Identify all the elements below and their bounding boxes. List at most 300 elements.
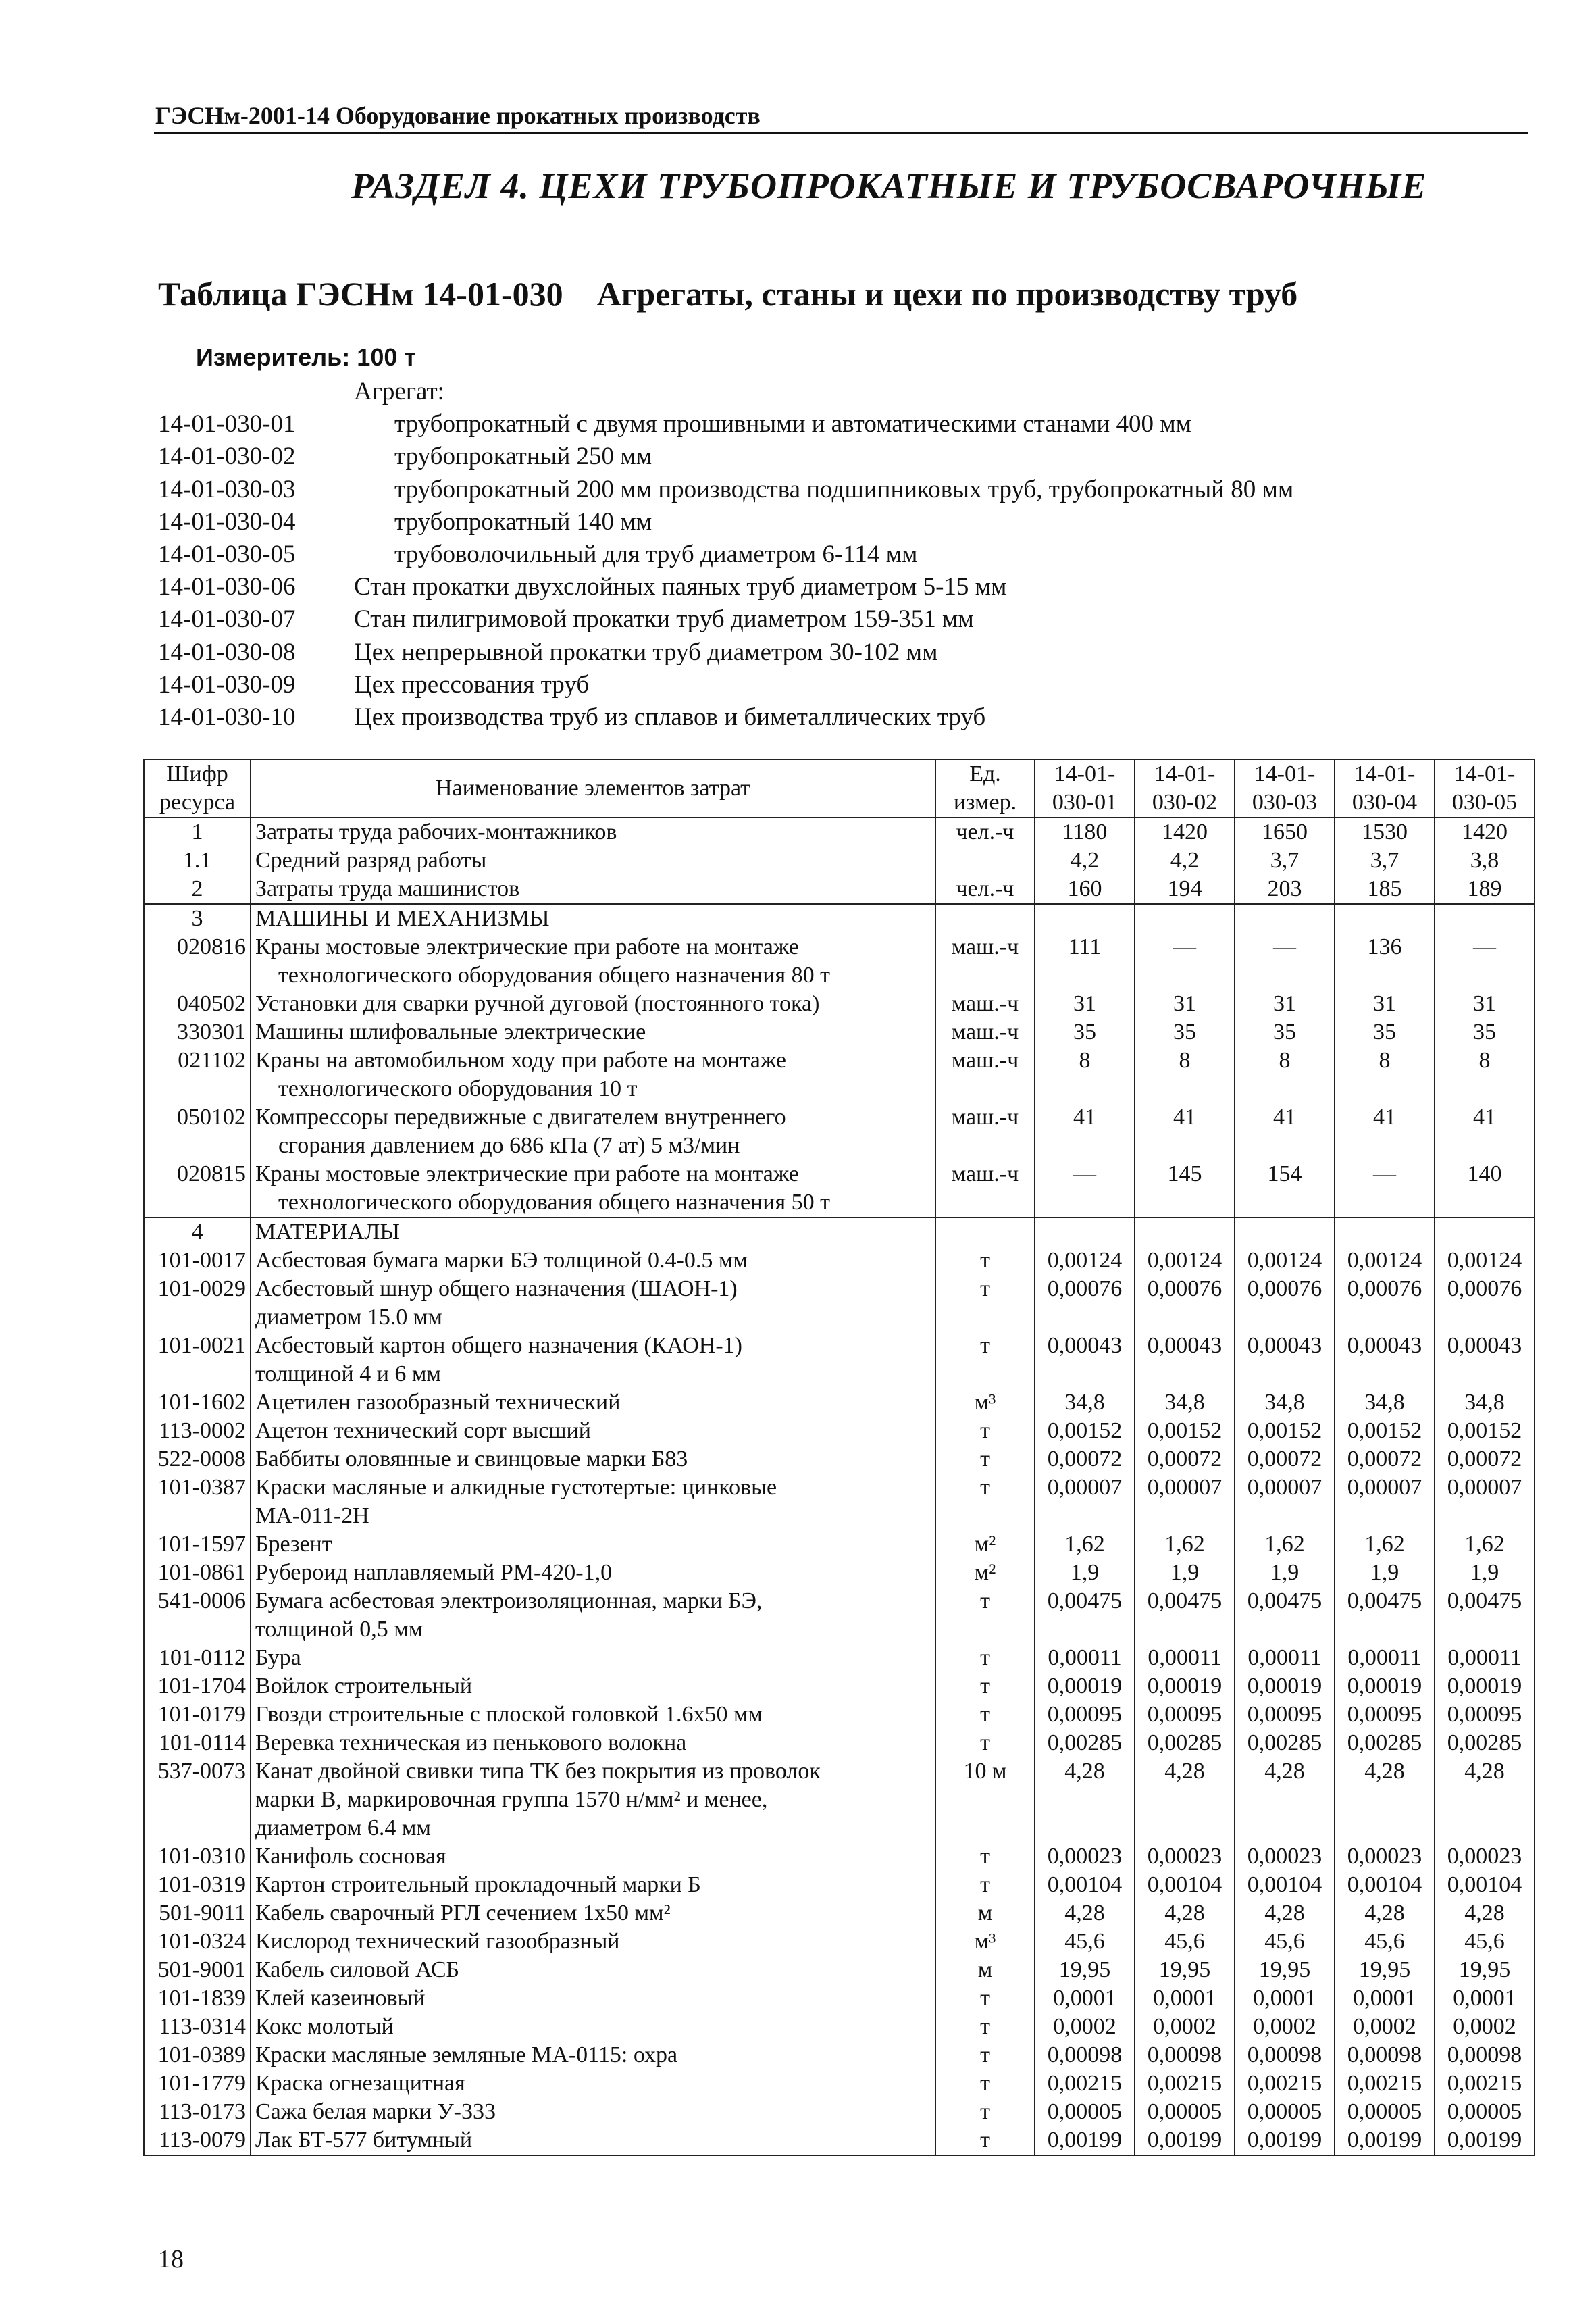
name-line: толщиной 4 и 6 мм <box>255 1361 441 1386</box>
resource-code: 040502 <box>144 990 251 1018</box>
value-cell: 0,00124 <box>1235 1247 1335 1275</box>
name-line: диаметром 6.4 мм <box>255 1815 431 1840</box>
value-cell: 45,6 <box>1235 1928 1335 1956</box>
name-line: Ацетилен газообразный технический <box>255 1390 621 1415</box>
cost-element-name <box>251 1474 935 1530</box>
unit-cell: маш.-ч <box>935 933 1035 990</box>
value-cell: 0,00098 <box>1435 2041 1535 2069</box>
norm-code: 14-01-030-02 <box>158 443 296 471</box>
name-line: Баббиты оловянные и свинцовые марки Б83 <box>255 1447 688 1472</box>
name-line: технологического оборудования общего назначения 80 т <box>278 963 830 988</box>
name-line: технологического оборудования 10 т <box>278 1076 638 1101</box>
empty-cell <box>1035 1217 1135 1247</box>
value-cell: 0,00043 <box>1435 1332 1535 1388</box>
resource-code: 501-9001 <box>144 1956 251 1984</box>
value-cell: 0,00007 <box>1035 1474 1135 1530</box>
table-row <box>144 1018 1535 1047</box>
value-cell: 0,0001 <box>1135 1984 1235 2013</box>
empty-cell <box>1435 904 1535 933</box>
unit-cell: чел.-ч <box>935 818 1035 847</box>
section-title: РАЗДЕЛ 4. ЦЕХИ ТРУБОПРОКАТНЫЕ И ТРУБОСВАРОЧНЫЕ <box>351 166 1427 206</box>
header-unit: Ед. измер. <box>935 759 1035 818</box>
header-col-01: 14-01- 030-01 <box>1035 759 1135 818</box>
name-line: Краски масляные земляные МА-0115: охра <box>255 2042 678 2067</box>
name-line: Затраты труда рабочих-монтажников <box>255 820 617 845</box>
cost-element-name <box>251 2013 935 2041</box>
unit-cell: т <box>935 1871 1035 1899</box>
value-cell: 1,9 <box>1035 1559 1135 1587</box>
empty-cell <box>1135 1217 1235 1247</box>
group-code: 3 <box>144 904 251 933</box>
resource-code: 2 <box>144 875 251 904</box>
name-line: Бумага асбестовая электроизоляционная, марки БЭ, <box>255 1588 763 1613</box>
value-cell: 0,00043 <box>1335 1332 1435 1388</box>
norm-description: Стан прокатки двухслойных паяных труб диаметром 5-15 мм <box>354 573 1007 601</box>
value-cell: 41 <box>1035 1103 1135 1160</box>
name-line: Кокс молотый <box>255 2014 394 2039</box>
value-cell: 0,00005 <box>1235 2098 1335 2126</box>
norm-description: Цех прессования труб <box>354 670 590 699</box>
resource-code: 113-0173 <box>144 2098 251 2126</box>
value-cell: 4,28 <box>1435 1757 1535 1842</box>
value-cell: 0,00124 <box>1035 1247 1135 1275</box>
value-cell: 19,95 <box>1235 1956 1335 1984</box>
norm-description: Цех непрерывной прокатки труб диаметром 30-102 мм <box>354 638 938 666</box>
value-cell: 0,00007 <box>1435 1474 1535 1530</box>
value-cell: 1,62 <box>1135 1530 1235 1559</box>
table-row <box>144 2041 1535 2069</box>
cost-element-name <box>251 1047 935 1103</box>
value-cell: 0,00023 <box>1435 1842 1535 1871</box>
resource-code: 101-0389 <box>144 2041 251 2069</box>
value-cell: 1,62 <box>1235 1530 1335 1559</box>
value-cell: 1650 <box>1235 818 1335 847</box>
table-header <box>144 759 1535 818</box>
resource-code: 501-9011 <box>144 1899 251 1928</box>
cost-element-name <box>251 1757 935 1842</box>
value-cell: 0,00011 <box>1435 1644 1535 1672</box>
norm-code: 14-01-030-07 <box>158 605 296 634</box>
table-row <box>144 2098 1535 2126</box>
name-line: МА-011-2Н <box>255 1503 369 1528</box>
code-list-item <box>158 636 1529 669</box>
value-cell: 0,00076 <box>1035 1275 1135 1332</box>
value-cell: 45,6 <box>1435 1928 1535 1956</box>
cost-element-name <box>251 2098 935 2126</box>
running-head: ГЭСНм-2001-14 Оборудование прокатных производств <box>155 102 761 129</box>
norm-codes-list <box>158 376 1529 734</box>
value-cell: 1530 <box>1335 818 1435 847</box>
value-cell: 8 <box>1335 1047 1435 1103</box>
unit-cell: т <box>935 1275 1035 1332</box>
cost-element-name <box>251 847 935 875</box>
name-line: Ацетон технический сорт высший <box>255 1418 591 1443</box>
norm-description: трубопрокатный с двумя прошивными и автоматическими станами 400 мм <box>394 410 1192 438</box>
table-name: Агрегаты, станы и цехи по производству труб <box>596 275 1298 313</box>
unit-cell: т <box>935 1247 1035 1275</box>
value-cell: 4,2 <box>1035 847 1135 875</box>
value-cell: — <box>1135 933 1235 990</box>
table-row <box>144 990 1535 1018</box>
name-line: Затраты труда машинистов <box>255 876 520 901</box>
unit-cell: м <box>935 1899 1035 1928</box>
value-cell: 0,00011 <box>1335 1644 1435 1672</box>
value-cell: 189 <box>1435 875 1535 904</box>
table-row <box>144 1842 1535 1871</box>
resource-code: 1 <box>144 818 251 847</box>
unit-cell: т <box>935 1984 1035 2013</box>
value-cell: 34,8 <box>1335 1388 1435 1417</box>
value-cell: 3,8 <box>1435 847 1535 875</box>
value-cell: 111 <box>1035 933 1135 990</box>
norm-code: 14-01-030-03 <box>158 475 296 503</box>
resource-code: 020816 <box>144 933 251 990</box>
table-row <box>144 1559 1535 1587</box>
resource-code: 101-1779 <box>144 2069 251 2098</box>
cost-element-name <box>251 1388 935 1417</box>
value-cell: 41 <box>1435 1103 1535 1160</box>
name-line: Кабель сварочный РГЛ сечением 1х50 мм² <box>255 1901 671 1926</box>
header-col-05: 14-01- 030-05 <box>1435 759 1535 818</box>
value-cell: 0,00043 <box>1135 1332 1235 1388</box>
value-cell: 41 <box>1335 1103 1435 1160</box>
name-line: Кислород технический газообразный <box>255 1929 620 1954</box>
value-cell: 8 <box>1135 1047 1235 1103</box>
code-list-item <box>158 571 1529 603</box>
value-cell: 0,00072 <box>1035 1445 1135 1474</box>
value-cell: 0,00007 <box>1135 1474 1235 1530</box>
value-cell: 4,28 <box>1135 1899 1235 1928</box>
cost-element-name <box>251 1729 935 1757</box>
value-cell: 0,00011 <box>1035 1644 1135 1672</box>
cost-element-name <box>251 1984 935 2013</box>
code-list-item <box>158 701 1529 734</box>
empty-cell <box>1135 904 1235 933</box>
value-cell: 0,00152 <box>1235 1417 1335 1445</box>
value-cell: 0,00199 <box>1035 2126 1135 2155</box>
table-row <box>144 1757 1535 1842</box>
value-cell: 31 <box>1335 990 1435 1018</box>
resource-code: 1.1 <box>144 847 251 875</box>
value-cell: 0,00199 <box>1435 2126 1535 2155</box>
value-cell: 0,00005 <box>1035 2098 1135 2126</box>
name-line: Канифоль сосновая <box>255 1844 446 1869</box>
value-cell: 0,00007 <box>1235 1474 1335 1530</box>
resource-code: 101-1704 <box>144 1672 251 1701</box>
cost-element-name <box>251 1530 935 1559</box>
resource-code: 101-1839 <box>144 1984 251 2013</box>
value-cell: 0,0001 <box>1035 1984 1135 2013</box>
resource-code: 020815 <box>144 1160 251 1217</box>
cost-element-name <box>251 1871 935 1899</box>
value-cell: 0,00076 <box>1235 1275 1335 1332</box>
code-list-item <box>158 474 1529 506</box>
name-line: Установки для сварки ручной дуговой (постоянного тока) <box>255 991 820 1016</box>
value-cell: 0,00152 <box>1135 1417 1235 1445</box>
name-line: Лак БТ-577 битумный <box>255 2128 473 2153</box>
norm-description: Агрегат: <box>354 378 444 405</box>
table-row <box>144 875 1535 904</box>
value-cell: 4,28 <box>1235 1899 1335 1928</box>
value-cell: 1,62 <box>1335 1530 1435 1559</box>
norm-code: 14-01-030-08 <box>158 638 296 666</box>
unit-cell: т <box>935 2126 1035 2155</box>
value-cell: 0,00011 <box>1135 1644 1235 1672</box>
value-cell: 31 <box>1435 990 1535 1018</box>
header-col-04: 14-01- 030-04 <box>1335 759 1435 818</box>
cost-element-name <box>251 1332 935 1388</box>
cost-element-name <box>251 875 935 904</box>
value-cell: — <box>1235 933 1335 990</box>
value-cell: 185 <box>1335 875 1435 904</box>
value-cell: 0,00095 <box>1235 1701 1335 1729</box>
value-cell: 1180 <box>1035 818 1135 847</box>
name-line: марки В, маркировочная группа 1570 н/мм² и менее, <box>255 1787 768 1812</box>
table-row <box>144 933 1535 990</box>
value-cell: 31 <box>1135 990 1235 1018</box>
cost-element-name <box>251 2069 935 2098</box>
name-line: Краски масляные и алкидные густотертые: цинковые <box>255 1475 777 1500</box>
value-cell: 0,0002 <box>1235 2013 1335 2041</box>
code-list-item <box>158 376 1529 408</box>
resource-code: 101-0387 <box>144 1474 251 1530</box>
table-row <box>144 1445 1535 1474</box>
value-cell: 0,00215 <box>1035 2069 1135 2098</box>
value-cell: 34,8 <box>1135 1388 1235 1417</box>
norm-code: 14-01-030-05 <box>158 540 296 568</box>
cost-element-name <box>251 1899 935 1928</box>
table-body <box>144 818 1535 2155</box>
value-cell: 8 <box>1435 1047 1535 1103</box>
table-row <box>144 1417 1535 1445</box>
value-cell: 0,00104 <box>1235 1871 1335 1899</box>
value-cell: 0,00098 <box>1235 2041 1335 2069</box>
table-row <box>144 1701 1535 1729</box>
table-row <box>144 1474 1535 1530</box>
table-row <box>144 1160 1535 1217</box>
code-list-item <box>158 441 1529 473</box>
code-list-item <box>158 538 1529 571</box>
name-line: Канат двойной свивки типа ТК без покрытия из проволок <box>255 1759 821 1784</box>
unit-cell: т <box>935 1842 1035 1871</box>
norm-description: трубоволочильный для труб диаметром 6-114 мм <box>394 540 918 568</box>
value-cell: 0,00076 <box>1435 1275 1535 1332</box>
value-cell: 0,00098 <box>1335 2041 1435 2069</box>
value-cell: — <box>1035 1160 1135 1217</box>
table-row <box>144 1871 1535 1899</box>
value-cell: 1,62 <box>1435 1530 1535 1559</box>
cost-element-name <box>251 1559 935 1587</box>
empty-cell <box>935 1217 1035 1247</box>
value-cell: 0,00095 <box>1435 1701 1535 1729</box>
code-list-item <box>158 408 1529 441</box>
measure-unit <box>196 343 416 372</box>
page-number: 18 <box>158 2245 184 2273</box>
norm-description: Стан пилигримовой прокатки труб диаметром 159-351 мм <box>354 605 974 634</box>
value-cell: 0,00072 <box>1435 1445 1535 1474</box>
value-cell: 0,00475 <box>1335 1587 1435 1644</box>
value-cell: 136 <box>1335 933 1435 990</box>
name-line: Асбестовый картон общего назначения (КАОН-1) <box>255 1333 742 1358</box>
value-cell: 1,62 <box>1035 1530 1135 1559</box>
value-cell: 0,00072 <box>1235 1445 1335 1474</box>
value-cell: 145 <box>1135 1160 1235 1217</box>
name-line: Веревка техническая из пенькового волокна <box>255 1730 687 1755</box>
value-cell: 0,00104 <box>1035 1871 1135 1899</box>
cost-element-name <box>251 1587 935 1644</box>
cost-element-name <box>251 1644 935 1672</box>
cost-element-name <box>251 818 935 847</box>
empty-cell <box>935 904 1035 933</box>
empty-cell <box>1435 1217 1535 1247</box>
group-header-row <box>144 1217 1535 1247</box>
resource-code: 101-0179 <box>144 1701 251 1729</box>
group-header-row <box>144 904 1535 933</box>
value-cell: 41 <box>1235 1103 1335 1160</box>
norm-code: 14-01-030-06 <box>158 573 296 601</box>
group-title: МАТЕРИАЛЫ <box>251 1217 935 1247</box>
table-row <box>144 1644 1535 1672</box>
value-cell: 0,00152 <box>1335 1417 1435 1445</box>
value-cell: 35 <box>1035 1018 1135 1047</box>
resource-code: 101-0112 <box>144 1644 251 1672</box>
resource-code: 101-0324 <box>144 1928 251 1956</box>
value-cell: 3,7 <box>1335 847 1435 875</box>
norm-description: трубопрокатный 200 мм производства подшипниковых труб, трубопрокатный 80 мм <box>394 475 1294 503</box>
value-cell: 0,00095 <box>1335 1701 1435 1729</box>
cost-element-name <box>251 1103 935 1160</box>
value-cell: 1,9 <box>1335 1559 1435 1587</box>
value-cell: 160 <box>1035 875 1135 904</box>
value-cell: 4,28 <box>1135 1757 1235 1842</box>
cost-element-name <box>251 933 935 990</box>
cost-element-name <box>251 1956 935 1984</box>
value-cell: 45,6 <box>1035 1928 1135 1956</box>
table-row <box>144 2069 1535 2098</box>
table-row <box>144 1530 1535 1559</box>
value-cell: 0,00005 <box>1435 2098 1535 2126</box>
value-cell: 1,9 <box>1135 1559 1235 1587</box>
value-cell: 194 <box>1135 875 1235 904</box>
value-cell: 35 <box>1435 1018 1535 1047</box>
resource-code: 101-0310 <box>144 1842 251 1871</box>
value-cell: 8 <box>1035 1047 1135 1103</box>
value-cell: 4,28 <box>1435 1899 1535 1928</box>
empty-cell <box>1335 904 1435 933</box>
name-line: диаметром 15.0 мм <box>255 1305 442 1330</box>
header-col-03: 14-01- 030-03 <box>1235 759 1335 818</box>
value-cell: 0,00072 <box>1335 1445 1435 1474</box>
unit-cell: м² <box>935 1530 1035 1559</box>
value-cell: 0,00019 <box>1335 1672 1435 1701</box>
value-cell: 0,00124 <box>1135 1247 1235 1275</box>
value-cell: 0,00023 <box>1035 1842 1135 1871</box>
unit-cell <box>935 847 1035 875</box>
value-cell: 3,7 <box>1235 847 1335 875</box>
value-cell: 0,00007 <box>1335 1474 1435 1530</box>
name-line: Краны на автомобильном ходу при работе на монтаже <box>255 1048 787 1073</box>
name-line: Бура <box>255 1645 301 1670</box>
value-cell: 0,00019 <box>1035 1672 1135 1701</box>
cost-element-name <box>251 2126 935 2155</box>
value-cell: 4,28 <box>1235 1757 1335 1842</box>
resource-code: 113-0314 <box>144 2013 251 2041</box>
resource-code: 522-0008 <box>144 1445 251 1474</box>
table-row <box>144 847 1535 875</box>
table-row <box>144 1247 1535 1275</box>
table-title <box>158 274 1297 313</box>
value-cell: 0,00285 <box>1035 1729 1135 1757</box>
empty-cell <box>1335 1217 1435 1247</box>
value-cell: 1420 <box>1135 818 1235 847</box>
group-title: МАШИНЫ И МЕХАНИЗМЫ <box>251 904 935 933</box>
value-cell: 203 <box>1235 875 1335 904</box>
unit-cell: т <box>935 1729 1035 1757</box>
name-line: Рубероид наплавляемый РМ-420-1,0 <box>255 1560 613 1585</box>
cost-element-name <box>251 1018 935 1047</box>
name-line: Краска огнезащитная <box>255 2071 465 2096</box>
value-cell: 0,00098 <box>1135 2041 1235 2069</box>
name-line: Средний разряд работы <box>255 848 487 873</box>
name-line: Гвозди строительные с плоской головкой 1.6х50 мм <box>255 1702 763 1727</box>
value-cell: 0,00152 <box>1435 1417 1535 1445</box>
value-cell: 0,00043 <box>1235 1332 1335 1388</box>
value-cell: 0,00023 <box>1335 1842 1435 1871</box>
value-cell: 0,00072 <box>1135 1445 1235 1474</box>
value-cell: 35 <box>1135 1018 1235 1047</box>
value-cell: 0,00124 <box>1335 1247 1435 1275</box>
value-cell: 0,00023 <box>1235 1842 1335 1871</box>
resource-code: 541-0006 <box>144 1587 251 1644</box>
value-cell: 0,00104 <box>1335 1871 1435 1899</box>
unit-cell: маш.-ч <box>935 990 1035 1018</box>
value-cell: 0,00152 <box>1035 1417 1135 1445</box>
empty-cell <box>1035 904 1135 933</box>
cost-element-name <box>251 1247 935 1275</box>
unit-cell: м² <box>935 1559 1035 1587</box>
unit-cell: т <box>935 2041 1035 2069</box>
value-cell: 0,00011 <box>1235 1644 1335 1672</box>
table-row <box>144 1103 1535 1160</box>
value-cell: 4,2 <box>1135 847 1235 875</box>
resource-code: 101-0319 <box>144 1871 251 1899</box>
value-cell: 0,00285 <box>1335 1729 1435 1757</box>
value-cell: 1420 <box>1435 818 1535 847</box>
value-cell: 0,0002 <box>1335 2013 1435 2041</box>
unit-cell: м <box>935 1956 1035 1984</box>
unit-cell: чел.-ч <box>935 875 1035 904</box>
name-line: Войлок строительный <box>255 1674 473 1699</box>
unit-cell: 10 м <box>935 1757 1035 1842</box>
unit-cell: т <box>935 1417 1035 1445</box>
value-cell: 45,6 <box>1135 1928 1235 1956</box>
name-line: сгорания давлением до 686 кПа (7 ат) 5 м3/мин <box>278 1133 740 1158</box>
norm-code: 14-01-030-10 <box>158 703 296 731</box>
value-cell: 0,00005 <box>1135 2098 1235 2126</box>
value-cell: 35 <box>1235 1018 1335 1047</box>
table-row <box>144 1047 1535 1103</box>
table-row <box>144 1587 1535 1644</box>
value-cell: 1,9 <box>1235 1559 1335 1587</box>
value-cell: 31 <box>1235 990 1335 1018</box>
unit-cell: м³ <box>935 1388 1035 1417</box>
value-cell: 0,00095 <box>1135 1701 1235 1729</box>
measure-value: 100 т <box>357 343 416 371</box>
header-col-02: 14-01- 030-02 <box>1135 759 1235 818</box>
empty-cell <box>1235 904 1335 933</box>
cost-element-name <box>251 1445 935 1474</box>
resource-code: 021102 <box>144 1047 251 1103</box>
